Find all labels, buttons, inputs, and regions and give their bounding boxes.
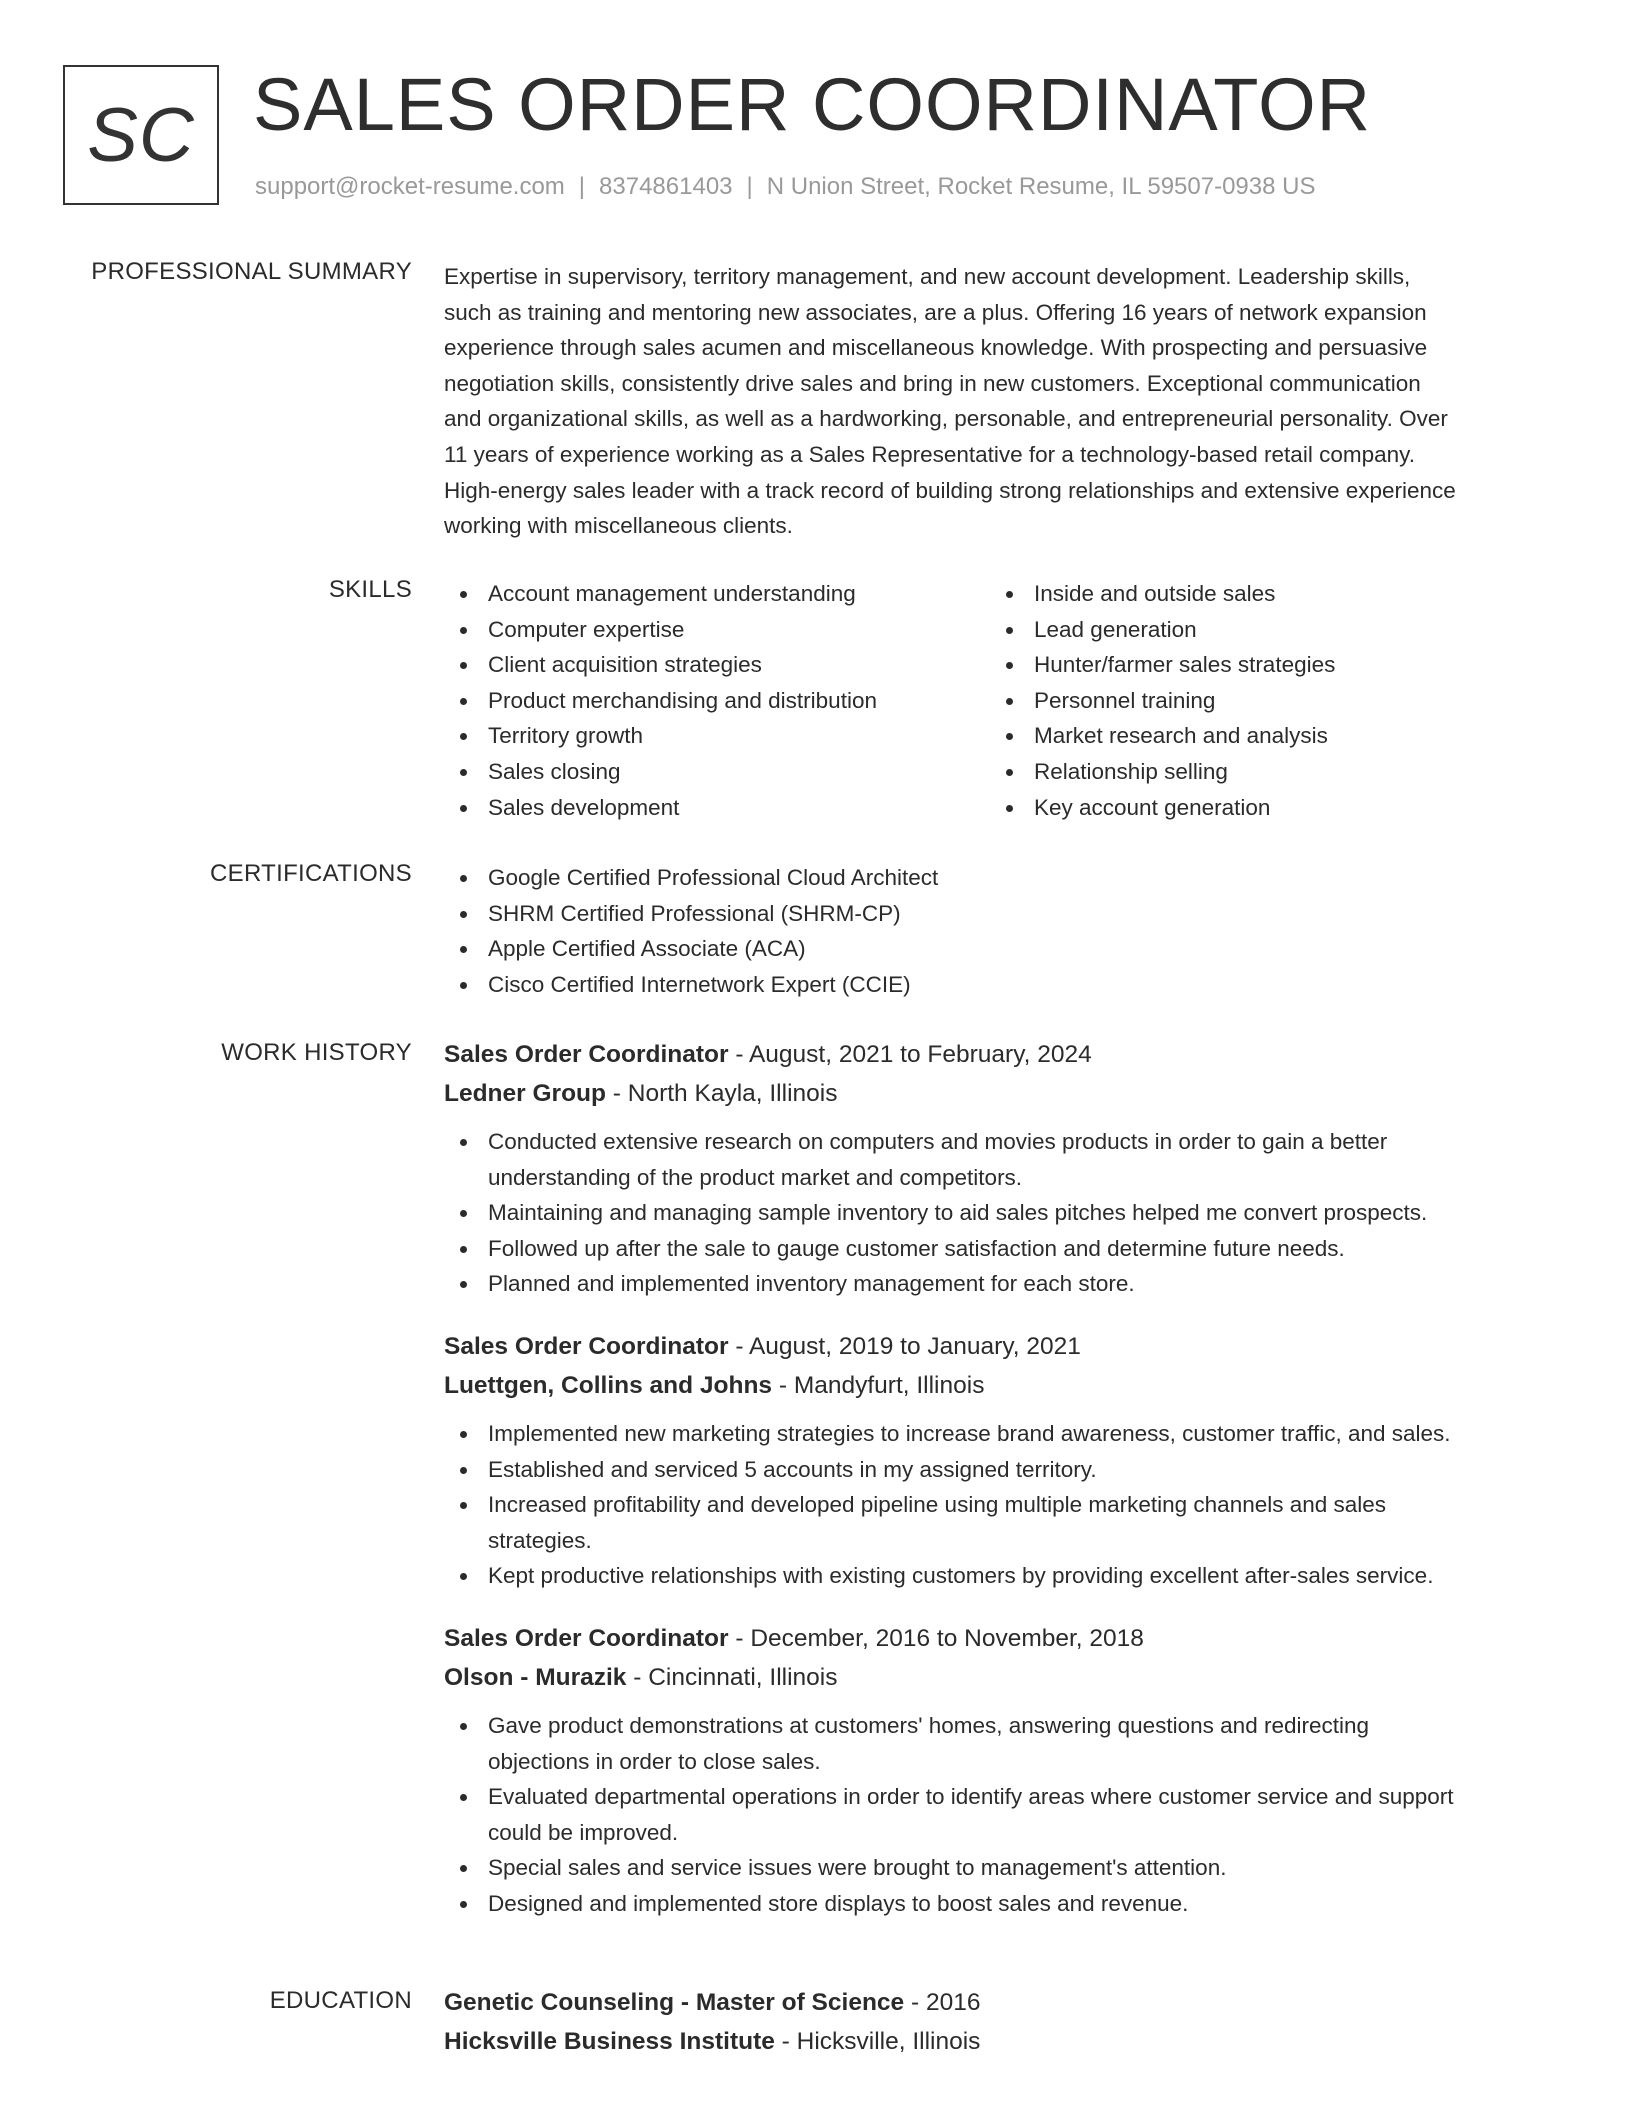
section-label-certifications: CERTIFICATIONS xyxy=(210,860,412,887)
contact-phone: 8374861403 xyxy=(599,173,733,200)
skill-item-text: Computer expertise xyxy=(488,616,685,642)
skill-item xyxy=(990,790,1335,826)
skill-item-text: Client acquisition strategies xyxy=(488,652,762,678)
bullet-dot-icon xyxy=(1006,662,1013,669)
job-duty-item xyxy=(444,1850,1564,1886)
skill-item xyxy=(444,683,877,719)
skill-item xyxy=(990,754,1335,790)
bullet-dot-icon xyxy=(460,1467,467,1474)
bullet-dot-icon xyxy=(460,1723,467,1730)
bullet-dot-icon xyxy=(460,1431,467,1438)
summary-line: 11 years of experience working as a Sales Representative for a technology-based retail company. xyxy=(444,441,1415,467)
bullet-dot-icon xyxy=(460,1865,467,1872)
skill-item-text: Hunter/farmer sales strategies xyxy=(1034,652,1336,678)
job-duty-line: Maintaining and managing sample inventory to aid sales pitches helped me convert prospects. xyxy=(488,1200,1428,1226)
bullet-dot-icon xyxy=(460,733,467,740)
job-duty-item xyxy=(444,1708,1564,1779)
bullet-dot-icon xyxy=(460,769,467,776)
bullet-dot-icon xyxy=(1006,805,1013,812)
skill-item xyxy=(990,718,1335,754)
job-duty-item xyxy=(444,1416,1564,1452)
contact-email: support@rocket-resume.com xyxy=(255,173,565,200)
bullet-dot-icon xyxy=(1006,733,1013,740)
section-label-education: EDUCATION xyxy=(269,1987,412,2014)
job-duty-line: Conducted extensive research on computers and movies products in order to gain a better xyxy=(488,1129,1388,1154)
certification-item-text: SHRM Certified Professional (SHRM-CP) xyxy=(488,900,901,926)
bullet-dot-icon xyxy=(460,1901,467,1908)
job-company-line xyxy=(444,1366,1564,1406)
job-duty-item xyxy=(444,1452,1564,1488)
job-location: - Cincinnati, Illinois xyxy=(626,1663,838,1691)
job-duty-item xyxy=(444,1558,1564,1594)
bullet-dot-icon xyxy=(460,698,467,705)
job-duties-list xyxy=(444,1708,1564,1922)
education-location: - Hicksville, Illinois xyxy=(774,2028,981,2055)
job-duty-line: Gave product demonstrations at customers' homes, answering questions and redirecting xyxy=(488,1712,1370,1738)
summary-line: and organizational skills, as well as a hardworking, personable, and entrepreneurial personality. Over xyxy=(444,406,1448,432)
education-year: - 2016 xyxy=(904,1989,981,2016)
bullet-dot-icon xyxy=(460,911,467,918)
certification-item-text: Cisco Certified Internetwork Expert (CCIE) xyxy=(488,971,911,997)
skill-item-text: Relationship selling xyxy=(1034,758,1228,784)
job-dates: - August, 2019 to January, 2021 xyxy=(728,1332,1081,1360)
skill-item xyxy=(444,754,877,790)
job-duty-line: understanding of the product market and competitors. xyxy=(488,1164,1023,1190)
bullet-dot-icon xyxy=(1006,591,1013,598)
summary-line: experience through sales acumen and miscellaneous knowledge. With prospecting and persuasive xyxy=(444,335,1428,361)
page-title: SALES ORDER COORDINATOR xyxy=(253,63,1372,146)
job-duty-line: Established and serviced 5 accounts in my assigned territory. xyxy=(488,1456,1097,1482)
resume-header xyxy=(63,65,1563,215)
job-company-line xyxy=(444,1658,1564,1698)
skill-item-text: Sales closing xyxy=(488,758,621,784)
contact-line xyxy=(255,173,1315,201)
skill-item-text: Personnel training xyxy=(1034,687,1216,713)
contact-separator: | xyxy=(746,173,753,200)
summary-line: negotiation skills, consistently drive sales and bring in new customers. Exceptional communication xyxy=(444,370,1421,396)
bullet-dot-icon xyxy=(460,805,467,812)
skill-item-text: Sales development xyxy=(488,794,680,820)
bullet-dot-icon xyxy=(460,627,467,634)
skill-item-text: Account management understanding xyxy=(488,581,856,606)
job-title: Sales Order Coordinator xyxy=(444,1624,729,1652)
skill-item xyxy=(444,790,877,826)
job-duty-item xyxy=(444,1124,1564,1195)
bullet-dot-icon xyxy=(1006,769,1013,776)
bullet-dot-icon xyxy=(460,1573,467,1580)
job-entry xyxy=(444,1328,1564,1594)
job-company-line xyxy=(444,1074,1564,1114)
certification-item-text: Apple Certified Associate (ACA) xyxy=(488,936,806,962)
job-duty-item xyxy=(444,1886,1564,1922)
job-dates: - August, 2021 to February, 2024 xyxy=(728,1041,1092,1068)
education-school-line xyxy=(444,2022,1564,2062)
certification-item-text: Google Certified Professional Cloud Architect xyxy=(488,865,939,890)
skills-list-left xyxy=(444,576,877,825)
education-body xyxy=(444,1984,1564,2072)
summary-body xyxy=(444,259,1564,544)
job-duty-line: Planned and implemented inventory management for each store. xyxy=(488,1271,1135,1297)
summary-line: such as training and mentoring new associates, are a plus. Offering 16 years of network expansion xyxy=(444,299,1427,325)
skill-item xyxy=(444,576,877,612)
job-duty-line: Designed and implemented store displays to boost sales and revenue. xyxy=(488,1890,1189,1916)
skill-item xyxy=(444,647,877,683)
skill-item-text: Territory growth xyxy=(488,723,644,749)
job-duty-item xyxy=(444,1487,1564,1558)
skill-item-text: Lead generation xyxy=(1034,616,1197,642)
certification-item xyxy=(444,896,1564,932)
job-duty-item xyxy=(444,1779,1564,1850)
skill-item xyxy=(990,612,1335,648)
contact-address: N Union Street, Rocket Resume, IL 59507-0938 US xyxy=(766,173,1316,200)
bullet-dot-icon xyxy=(460,1246,467,1253)
bullet-dot-icon xyxy=(460,1794,467,1801)
certifications-list xyxy=(444,860,1564,1002)
bullet-dot-icon xyxy=(460,662,467,669)
certification-item xyxy=(444,967,1564,1003)
job-duty-line: Followed up after the sale to gauge customer satisfaction and determine future needs. xyxy=(488,1235,1345,1261)
bullet-dot-icon xyxy=(460,1210,467,1217)
bullet-dot-icon xyxy=(460,1281,467,1288)
bullet-dot-icon xyxy=(460,1139,467,1146)
job-company: Ledner Group xyxy=(444,1080,606,1107)
job-title-line xyxy=(444,1328,1564,1366)
monogram-initials: SC xyxy=(63,65,219,205)
education-school: Hicksville Business Institute xyxy=(444,2028,775,2055)
job-duty-line: Implemented new marketing strategies to increase brand awareness, customer traffic, and sales. xyxy=(488,1420,1451,1446)
bullet-dot-icon xyxy=(460,982,467,989)
job-duty-line: objections in order to close sales. xyxy=(488,1748,821,1774)
skill-item xyxy=(444,612,877,648)
bullet-dot-icon xyxy=(460,946,467,953)
job-duty-line: strategies. xyxy=(488,1527,592,1553)
certification-item xyxy=(444,860,1564,896)
job-title: Sales Order Coordinator xyxy=(444,1332,729,1360)
bullet-dot-icon xyxy=(460,591,467,598)
certifications-body xyxy=(444,860,1564,1002)
job-duty-line: Special sales and service issues were brought to management's attention. xyxy=(488,1855,1227,1881)
job-duty-line: Increased profitability and developed pipeline using multiple marketing channels and sales xyxy=(488,1492,1387,1518)
job-duty-item xyxy=(444,1195,1564,1231)
summary-text xyxy=(444,259,1564,544)
bullet-dot-icon xyxy=(1006,698,1013,705)
summary-line: Expertise in supervisory, territory management, and new account development. Leadership skills, xyxy=(444,264,1411,289)
job-duty-item xyxy=(444,1231,1564,1267)
education-degree-line xyxy=(444,1984,1564,2022)
contact-separator: | xyxy=(578,173,586,200)
skill-item xyxy=(444,718,877,754)
job-duty-item xyxy=(444,1266,1564,1302)
skill-item xyxy=(990,576,1335,612)
section-label-summary: PROFESSIONAL SUMMARY xyxy=(91,258,412,285)
summary-line: working with miscellaneous clients. xyxy=(444,513,793,539)
job-entry xyxy=(444,1036,1564,1302)
job-duty-line: Evaluated departmental operations in order to identify areas where customer service and support xyxy=(488,1784,1454,1810)
education-degree: Genetic Counseling - Master of Science xyxy=(444,1989,905,2016)
job-duties-list xyxy=(444,1124,1564,1302)
summary-line: High-energy sales leader with a track record of building strong relationships and extensive experience xyxy=(444,477,1456,503)
bullet-dot-icon xyxy=(460,1502,467,1509)
job-duty-line: Kept productive relationships with existing customers by providing excellent after-sales service. xyxy=(488,1563,1434,1589)
job-dates: - December, 2016 to November, 2018 xyxy=(728,1624,1144,1652)
section-label-skills: SKILLS xyxy=(328,576,412,603)
job-company: Luettgen, Collins and Johns xyxy=(444,1371,773,1399)
job-title-line xyxy=(444,1620,1564,1658)
job-title: Sales Order Coordinator xyxy=(444,1041,729,1068)
job-duties-list xyxy=(444,1416,1564,1594)
skill-item-text: Key account generation xyxy=(1034,794,1271,820)
job-entry xyxy=(444,1620,1564,1922)
skill-item xyxy=(990,647,1335,683)
job-location: - North Kayla, Illinois xyxy=(605,1080,838,1107)
job-company: Olson - Murazik xyxy=(444,1663,627,1691)
bullet-dot-icon xyxy=(460,875,467,882)
job-title-line xyxy=(444,1036,1564,1074)
skill-item-text: Market research and analysis xyxy=(1034,723,1328,749)
work-history-body xyxy=(444,1036,1564,1922)
skills-list-right xyxy=(990,576,1335,825)
certification-item xyxy=(444,931,1564,967)
bullet-dot-icon xyxy=(1006,627,1013,634)
skill-item xyxy=(990,683,1335,719)
job-duty-line: could be improved. xyxy=(488,1819,679,1845)
skill-item-text: Product merchandising and distribution xyxy=(488,687,877,713)
section-label-work-history: WORK HISTORY xyxy=(221,1039,412,1066)
job-location: - Mandyfurt, Illinois xyxy=(772,1371,985,1399)
skill-item-text: Inside and outside sales xyxy=(1034,581,1276,606)
